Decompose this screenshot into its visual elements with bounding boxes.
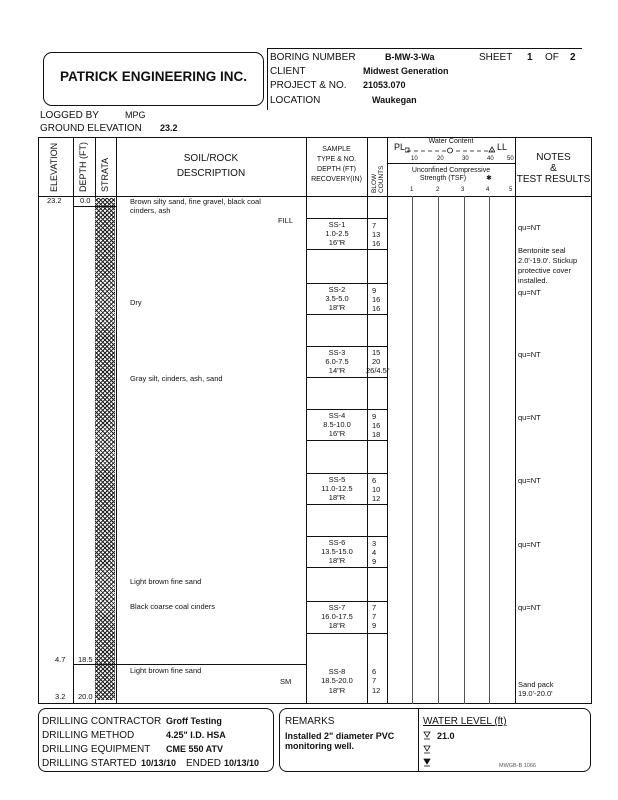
sample-id: SS-6 <box>328 538 346 547</box>
blow-count: 16 <box>372 421 381 430</box>
contractor-value: Groff Testing <box>166 716 222 726</box>
sample-recovery: 18"R <box>328 493 346 502</box>
ucs-tick-5: 5 <box>509 187 513 193</box>
sample-depth: 1.0-2.5 <box>325 229 349 238</box>
sample-recovery: 16"R <box>328 238 346 247</box>
desc-brown-sand-1: Light brown fine sand <box>130 577 202 586</box>
col-sample-2: TYPE & NO. <box>316 156 357 163</box>
chart-grid-2 <box>438 196 439 704</box>
sheet-total: 2 <box>570 52 576 63</box>
sandpack-note-2: 19.0'-20.0' <box>518 689 553 698</box>
sample-divider <box>306 633 387 634</box>
col-pl: PL <box>394 142 406 152</box>
blow-count: 3 <box>372 539 377 548</box>
sheet-label: SHEET <box>479 52 513 63</box>
elev-bot: 3.2 <box>55 692 66 701</box>
test-note: qu=NT <box>518 540 541 549</box>
desc-black-cinders: Black coarse coal cinders <box>130 602 216 611</box>
sample-depth: 16.0-17.5 <box>321 612 353 621</box>
col-elevation: ELEVATION <box>49 142 59 192</box>
test-note: qu=NT <box>518 476 541 485</box>
sample-divider <box>306 440 387 441</box>
ucs-tick-1: 1 <box>410 187 414 193</box>
col-strata: STRATA <box>100 157 110 192</box>
blow-count: 12 <box>372 686 381 695</box>
bentonite-note-3: protective cover <box>518 266 571 275</box>
col-blow-counts: BLOW COUNTS <box>371 165 385 193</box>
col-soil-2: DESCRIPTION <box>176 168 246 179</box>
blow-count: 10 <box>372 485 381 494</box>
sample-recovery: 18"R <box>328 303 346 312</box>
desc-dry: Dry <box>130 298 142 307</box>
sample-divider <box>306 536 387 537</box>
col-notes-2: & <box>550 163 557 174</box>
started-value: 10/13/10 <box>141 758 177 768</box>
remarks-line-2: monitoring well. <box>285 741 354 751</box>
blow-count: 20 <box>372 357 381 366</box>
col-ll: LL <box>497 142 508 152</box>
method-label: DRILLING METHOD <box>42 730 135 741</box>
sample-depth: 3.5-5.0 <box>325 294 349 303</box>
strata-break-top <box>73 206 116 207</box>
blow-count: 18 <box>372 430 381 439</box>
blow-count: 6 <box>372 476 377 485</box>
sample-divider <box>306 504 387 505</box>
col-notes-1: NOTES <box>536 152 571 163</box>
ucs-tick-3: 3 <box>461 187 465 193</box>
sample-divider <box>306 601 387 602</box>
sample-id: SS-3 <box>328 348 346 357</box>
sample-divider <box>306 473 387 474</box>
remarks-line-1: Installed 2" diameter PVC <box>285 731 395 741</box>
started-label: DRILLING STARTED <box>42 758 137 769</box>
desc-fill-2: cinders, ash <box>130 206 171 215</box>
logged-by-label: LOGGED BY <box>40 110 99 121</box>
col-line-strata <box>116 137 117 704</box>
project-value: 21053.070 <box>363 80 406 90</box>
depth-bot: 20.0 <box>78 692 93 701</box>
bentonite-note-2: 2.0'-19.0'. Stickup <box>518 256 578 265</box>
sample-recovery: 14"R <box>328 366 346 375</box>
remarks-label: REMARKS <box>285 716 335 727</box>
chart-header-divider <box>387 163 515 164</box>
test-note: qu=NT <box>518 413 541 422</box>
sample-recovery: 18"R <box>328 686 346 695</box>
wc-tick-20: 20 <box>437 156 444 162</box>
sheet-of: OF <box>545 52 559 63</box>
client-label: CLIENT <box>270 66 306 77</box>
ground-elevation-value: 23.2 <box>160 123 178 133</box>
strata-column-hatch <box>95 198 115 700</box>
sample-recovery: 18"R <box>328 556 346 565</box>
sandpack-note-1: Sand pack <box>518 680 554 689</box>
sample-depth: 18.5-20.0 <box>321 676 353 685</box>
ended-value: 10/13/10 <box>224 758 260 768</box>
desc-fill-label: FILL <box>278 216 294 225</box>
col-soil-1: SOIL/ROCK <box>183 153 239 164</box>
wc-symbol-line <box>405 146 495 154</box>
bentonite-note-1: Bentonite seal <box>518 246 566 255</box>
column-header-bottom <box>38 196 592 197</box>
sample-recovery: 18"R <box>328 621 346 630</box>
elev-mid: 4.7 <box>55 655 66 664</box>
sample-depth: 13.5-15.0 <box>321 547 353 556</box>
ucs-tick-2: 2 <box>436 187 440 193</box>
ended-label: ENDED <box>186 758 222 769</box>
col-line-sample <box>367 137 368 704</box>
sample-divider <box>306 567 387 568</box>
sample-id: SS-8 <box>328 667 346 676</box>
col-line-chart <box>515 137 516 704</box>
desc-gray-silt: Gray silt, cinders, ash, sand <box>130 374 223 383</box>
wc-tick-40: 40 <box>487 156 494 162</box>
blow-count: 6 <box>372 667 377 676</box>
bentonite-note-4: installed. <box>518 276 548 285</box>
sample-id: SS-7 <box>328 603 346 612</box>
depth-mid: 18.5 <box>78 655 93 664</box>
col-line-desc <box>306 137 307 704</box>
document-stamp: MWGB-B 1066 <box>499 763 536 769</box>
header-top-line <box>267 48 582 49</box>
col-notes-3: TEST RESULTS <box>516 174 591 185</box>
logged-by-value: MPG <box>125 110 146 120</box>
sample-divider <box>306 249 387 250</box>
blow-count: 7 <box>372 603 377 612</box>
blow-count: 9 <box>372 412 377 421</box>
col-sample-3: DEPTH (FT) <box>317 166 356 173</box>
sample-id: SS-1 <box>328 220 346 229</box>
blow-count: 13 <box>372 230 381 239</box>
location-label: LOCATION <box>270 95 321 106</box>
ground-elevation-label: GROUND ELEVATION <box>40 123 142 134</box>
blow-count: 7 <box>372 612 377 621</box>
sample-id: SS-5 <box>328 475 346 484</box>
sample-depth: 11.0-12.5 <box>321 484 353 493</box>
desc-fill-1: Brown silty sand, fine gravel, black coal <box>130 197 261 206</box>
water-level-label: WATER LEVEL (ft) <box>423 716 507 727</box>
ucs-star-icon: ✱ <box>486 175 492 182</box>
test-note: qu=NT <box>518 223 541 232</box>
blow-count: 4 <box>372 548 377 557</box>
desc-sm-label: SM <box>280 677 292 686</box>
water-level-value: 21.0 <box>437 731 455 741</box>
blow-count: 16 <box>372 295 381 304</box>
col-sample-1: SAMPLE <box>322 146 351 153</box>
sample-divider <box>306 409 387 410</box>
depth-top: 0.0 <box>80 196 91 205</box>
col-depth: DEPTH (FT) <box>78 142 88 192</box>
method-value: 4.25" I.D. HSA <box>166 730 226 740</box>
project-label: PROJECT & NO. <box>270 80 347 91</box>
blow-count: 26/4.5" <box>366 366 390 375</box>
col-ucs-2: Strength (TSF) <box>419 175 467 182</box>
water-level-symbol-icon <box>423 731 431 767</box>
chart-grid-4 <box>489 196 490 704</box>
client-value: Midwest Generation <box>363 66 449 76</box>
test-note: qu=NT <box>518 603 541 612</box>
company-name: PATRICK ENGINEERING INC. <box>59 69 247 84</box>
location-value: Waukegan <box>372 95 417 105</box>
sample-divider <box>306 346 387 347</box>
wc-tick-30: 30 <box>462 156 469 162</box>
sample-divider <box>306 377 387 378</box>
boring-number-label: BORING NUMBER <box>270 52 356 63</box>
elev-top: 23.2 <box>47 196 62 205</box>
sheet-num: 1 <box>527 52 533 63</box>
blow-count: 9 <box>372 286 377 295</box>
equipment-label: DRILLING EQUIPMENT <box>42 744 151 755</box>
blow-count: 7 <box>372 221 377 230</box>
wc-tick-50: 50 <box>507 156 514 162</box>
col-sample-4: RECOVERY(IN) <box>311 176 362 183</box>
col-line-elev <box>73 137 74 704</box>
footer-divider <box>418 708 419 772</box>
strata-break-mid <box>73 664 306 665</box>
blow-count: 15 <box>372 348 381 357</box>
desc-brown-sand-2: Light brown fine sand <box>130 666 202 675</box>
sample-divider <box>306 218 387 219</box>
blow-count: 9 <box>372 621 377 630</box>
chart-grid-1 <box>412 196 413 704</box>
col-water-content: Water Content <box>428 138 474 145</box>
test-note: qu=NT <box>518 288 541 297</box>
ucs-tick-4: 4 <box>486 187 490 193</box>
blow-count: 9 <box>372 557 377 566</box>
boring-number: B-MW-3-Wa <box>385 52 435 62</box>
sample-recovery: 16"R <box>328 429 346 438</box>
sample-divider <box>306 283 387 284</box>
sample-depth: 6.0-7.5 <box>325 357 349 366</box>
wc-tick-10: 10 <box>411 156 418 162</box>
contractor-label: DRILLING CONTRACTOR <box>42 716 162 727</box>
sample-id: SS-2 <box>328 285 346 294</box>
blow-count: 7 <box>372 676 377 685</box>
blow-count: 16 <box>372 304 381 313</box>
blow-count: 16 <box>372 239 381 248</box>
test-note: qu=NT <box>518 350 541 359</box>
sample-depth: 8.5-10.0 <box>323 420 351 429</box>
col-ucs-1: Unconfined Compressive <box>411 167 491 174</box>
sample-divider <box>306 314 387 315</box>
blow-count: 12 <box>372 494 381 503</box>
sample-id: SS-4 <box>328 411 346 420</box>
equipment-value: CME 550 ATV <box>166 744 224 754</box>
header-divider <box>267 48 268 110</box>
chart-grid-3 <box>464 196 465 704</box>
